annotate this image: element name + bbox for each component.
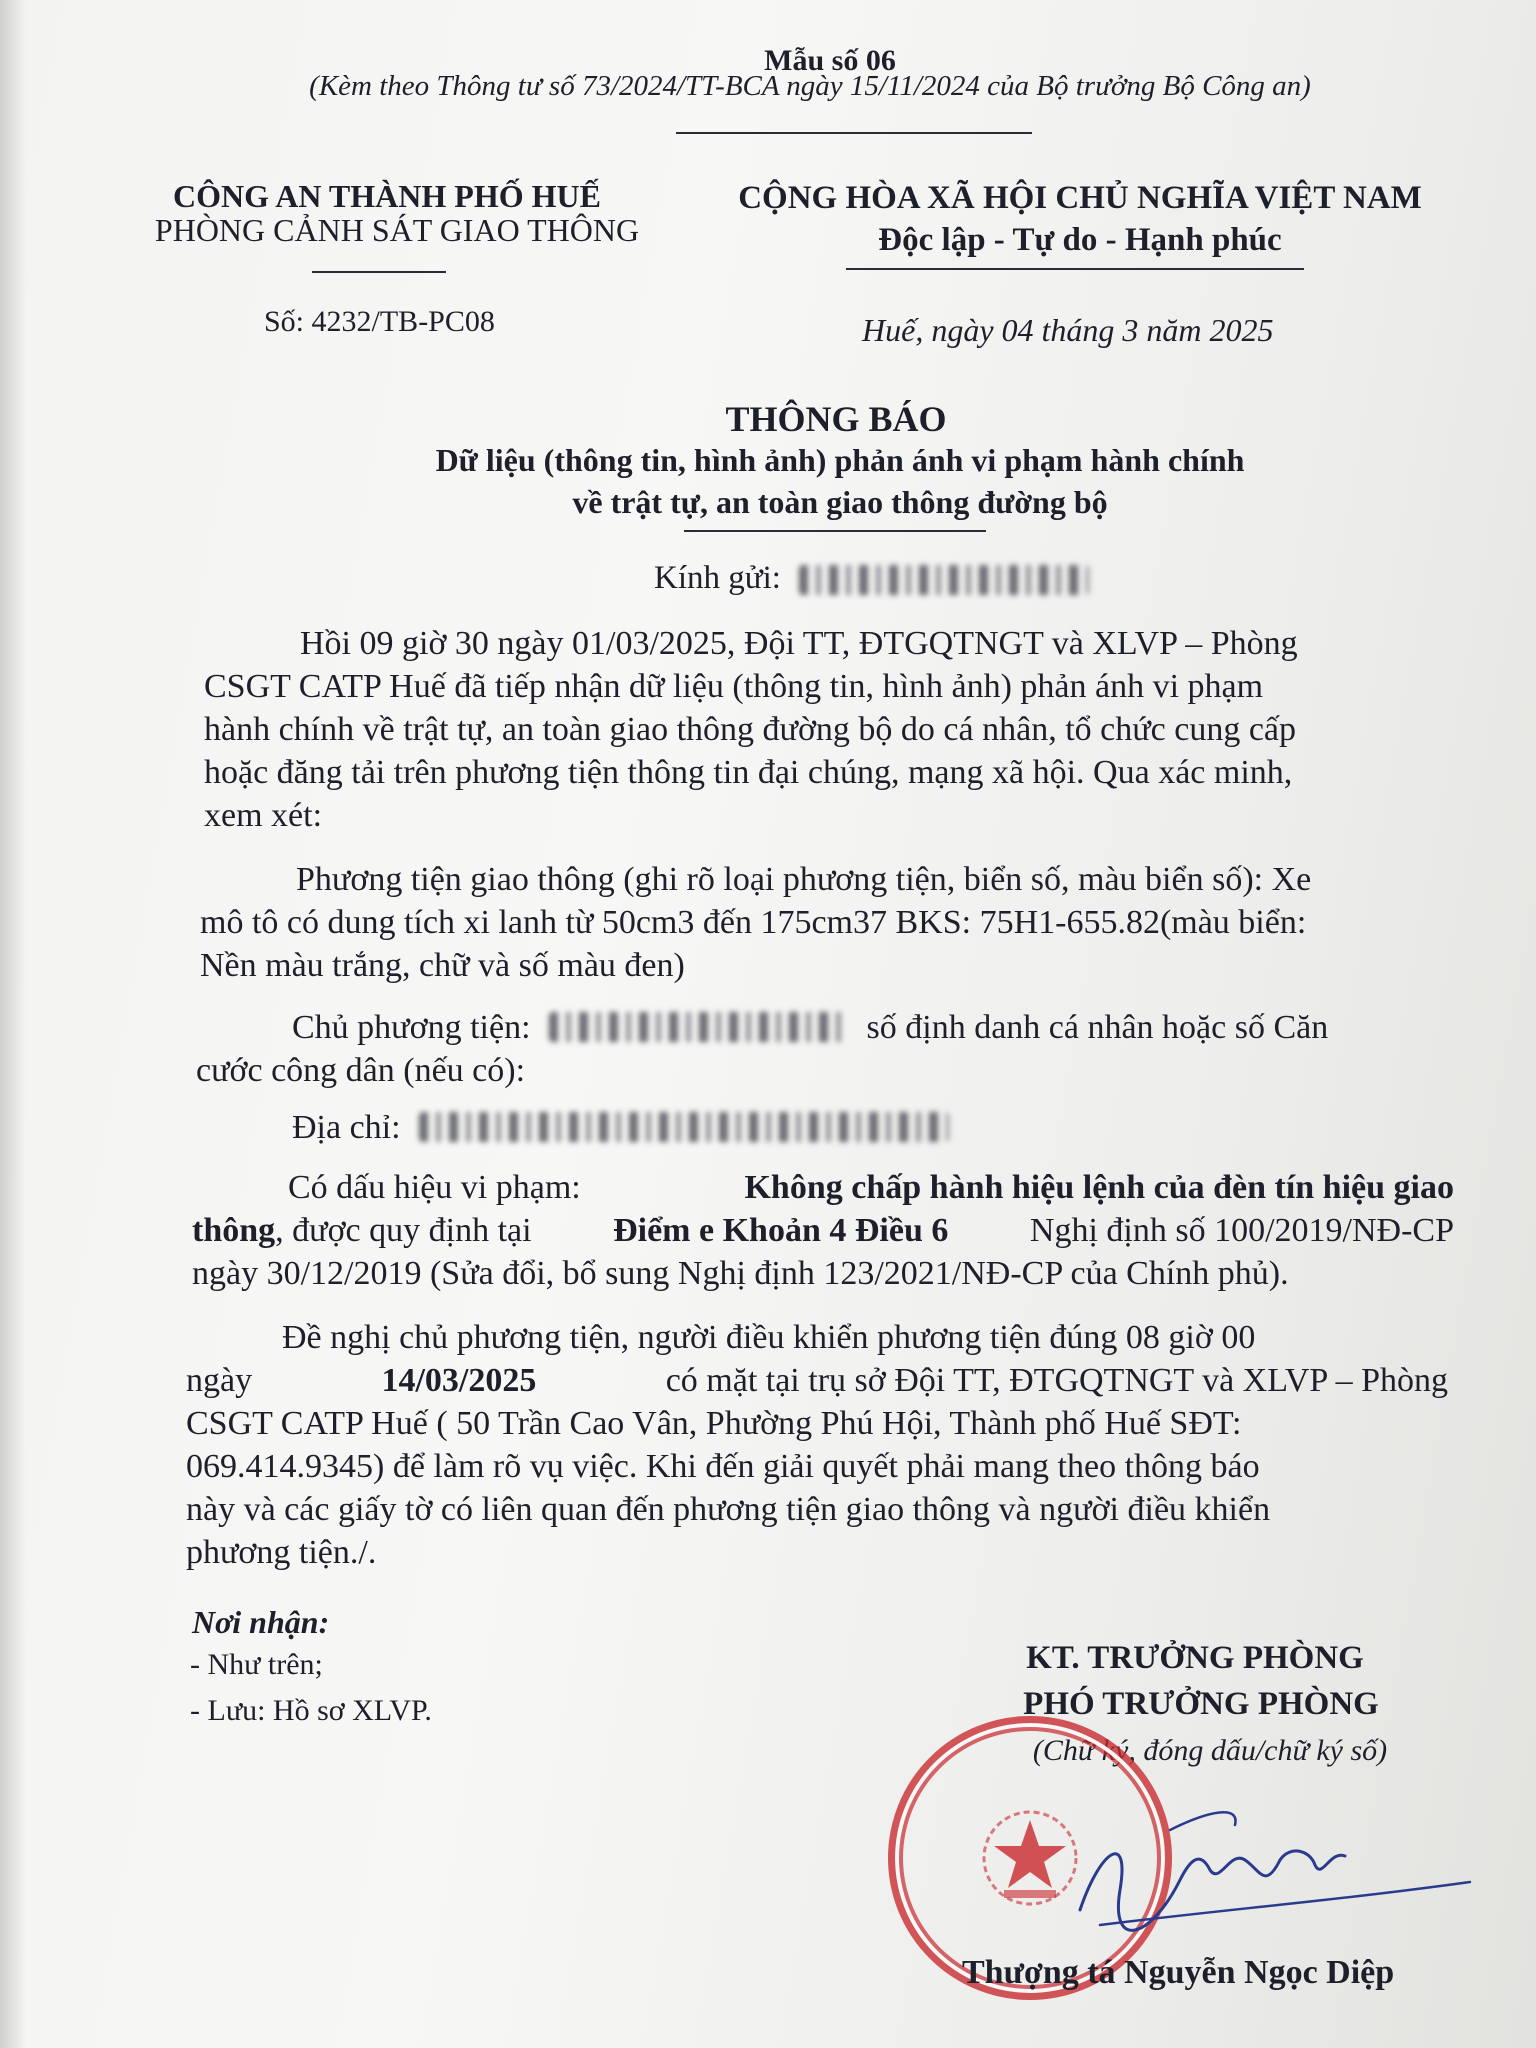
text-line: hoặc đăng tải trên phương tiện thông tin đại chúng, mạng xã hội. Qua xác minh,: [204, 754, 1293, 791]
text-line: cước công dân (nếu có):: [196, 1052, 526, 1089]
owner-label: Chủ phương tiện:: [292, 1009, 531, 1046]
request-day-label: ngày: [186, 1362, 253, 1399]
owner-name-redacted: [549, 1012, 849, 1042]
recipient-line: [654, 560, 1089, 597]
national-motto: Độc lập - Tự do - Hạnh phúc: [878, 222, 1282, 258]
text-line: có mặt tại trụ sở Đội TT, ĐTGQTNGT và XLVP – Phòng: [665, 1362, 1448, 1399]
document-number: Số: 4232/TB-PC08: [264, 305, 495, 338]
form-attachment-note: (Kèm theo Thông tư số 73/2024/TT-BCA ngày 15/11/2024 của Bộ trưởng Bộ Công an): [309, 70, 1311, 102]
agency-name: CÔNG AN THÀNH PHỐ HUẾ: [173, 178, 601, 214]
document-subtitle-line2: về trật tự, an toàn giao thông đường bộ: [572, 484, 1108, 520]
text-line: hành chính về trật tự, an toàn giao thông đường bộ do cá nhân, tổ chức cung cấp: [204, 711, 1297, 748]
text-line: Nền màu trắng, chữ và số màu đen): [200, 947, 685, 984]
violation-description: Không chấp hành hiệu lệnh của đèn tín hiệu giao: [744, 1169, 1454, 1206]
paragraph-request: [186, 1316, 1448, 1574]
violation-decree: Nghị định số 100/2019/NĐ-CP: [1029, 1212, 1454, 1249]
violation-description-end: thông: [192, 1212, 276, 1249]
text-line: CSGT CATP Huế ( 50 Trần Cao Vân, Phường Phú Hội, Thành phố Huế SĐT:: [186, 1405, 1242, 1442]
text-line: mô tô có dung tích xi lanh từ 50cm3 đến 175cm37 BKS: 75H1-655.82(màu biển:: [200, 904, 1307, 941]
paragraph-owner: [196, 1006, 1458, 1092]
text-line: xem xét:: [204, 797, 323, 834]
recipient-label: Kính gửi:: [654, 560, 781, 596]
text-line: CSGT CATP Huế đã tiếp nhận dữ liệu (thông tin, hình ảnh) phản ánh vi phạm: [204, 668, 1264, 705]
text-line: phương tiện./.: [186, 1534, 377, 1571]
document-subtitle-line1: Dữ liệu (thông tin, hình ảnh) phản ánh vi phạm hành chính: [435, 442, 1245, 478]
paragraph-vehicle: [200, 858, 1462, 987]
address-label: Địa chỉ:: [292, 1109, 401, 1146]
distribution-item: - Lưu: Hồ sơ XLVP.: [190, 1694, 432, 1727]
paragraph-address: [292, 1106, 1392, 1149]
violation-article: Điểm e Khoản 4 Điều 6: [613, 1212, 949, 1249]
appointment-date: 14/03/2025: [381, 1362, 537, 1399]
distribution-heading: Nơi nhận:: [192, 1604, 330, 1640]
document-title: THÔNG BÁO: [725, 399, 947, 439]
agency-underline: [312, 271, 446, 273]
text-line: này và các giấy tờ có liên quan đến phương tiện giao thông và người điều khiển: [186, 1491, 1271, 1528]
text-line: Hồi 09 giờ 30 ngày 01/03/2025, Đội TT, ĐTGQTNGT và XLVP – Phòng: [300, 625, 1298, 662]
header-divider: [676, 132, 1032, 134]
agency-department: PHÒNG CẢNH SÁT GIAO THÔNG: [154, 212, 640, 248]
violation-prefix: Có dấu hiệu vi phạm:: [288, 1169, 581, 1206]
text-line: 069.414.9345) để làm rõ vụ việc. Khi đến giải quyết phải mang theo thông báo: [186, 1448, 1260, 1485]
paragraph-violation: [192, 1166, 1454, 1295]
recipient-redacted: [799, 565, 1089, 595]
page-shadow-edge: [0, 0, 26, 2048]
violation-mid-text: , được quy định tại: [275, 1212, 532, 1249]
form-number: Mẫu số 06: [764, 44, 896, 77]
signature-title-line2: PHÓ TRƯỞNG PHÒNG: [1023, 1686, 1379, 1722]
text-line: Đề nghị chủ phương tiện, người điều khiển phương tiện đúng 08 giờ 00: [282, 1319, 1256, 1356]
paragraph-receipt: [204, 622, 1466, 837]
national-title: CỘNG HÒA XÃ HỘI CHỦ NGHĨA VIỆT NAM: [738, 180, 1422, 216]
motto-underline: [846, 268, 1304, 270]
handwritten-signature: [1060, 1790, 1480, 1960]
signature-note: (Chữ ký, đóng dấu/chữ ký số): [1032, 1734, 1388, 1767]
subtitle-underline: [684, 530, 986, 532]
signer-name: Thượng tá Nguyễn Ngọc Diệp: [962, 1954, 1395, 1991]
text-line: ngày 30/12/2019 (Sửa đổi, bổ sung Nghị định 123/2021/NĐ-CP của Chính phủ).: [192, 1255, 1289, 1292]
owner-id-text: số định danh cá nhân hoặc số Căn: [866, 1009, 1329, 1046]
address-redacted: [419, 1112, 949, 1142]
text-line: Phương tiện giao thông (ghi rõ loại phương tiện, biển số, màu biển số): Xe: [296, 861, 1312, 898]
distribution-item: - Như trên;: [190, 1648, 323, 1681]
place-date: Huế, ngày 04 tháng 3 năm 2025: [862, 312, 1274, 348]
signature-title-line1: KT. TRƯỞNG PHÒNG: [1026, 1640, 1364, 1676]
